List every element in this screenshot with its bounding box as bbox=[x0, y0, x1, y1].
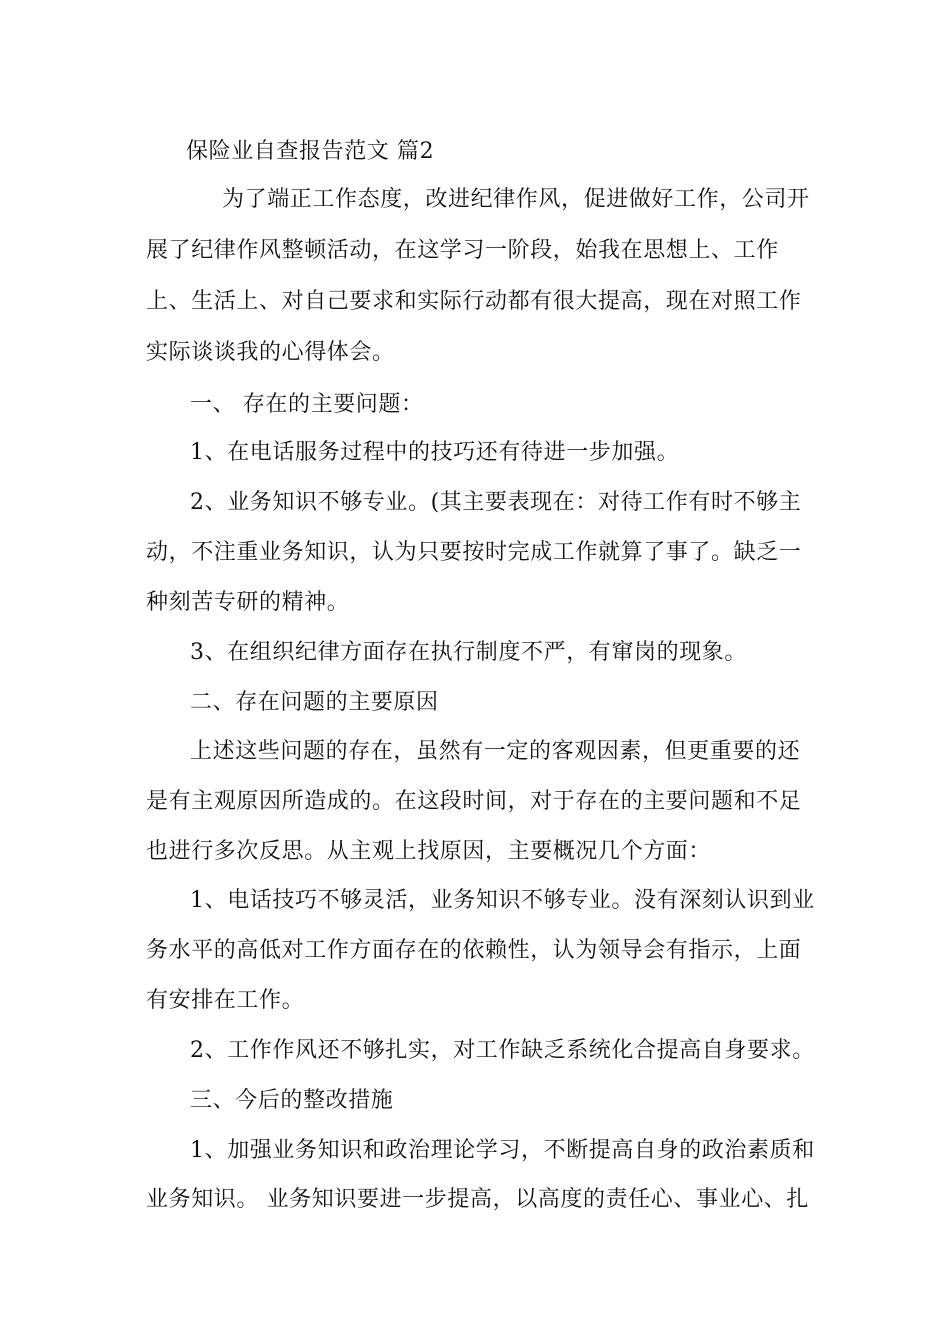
paragraph-line: 动，不注重业务知识，认为只要按时完成工作就算了事了。缺乏一 bbox=[146, 540, 802, 565]
list-item: 2、业务知识不够专业。(其主要表现在：对待工作有时不够主 bbox=[190, 490, 802, 515]
list-item: 3、在组织纪律方面存在执行制度不严，有窜岗的现象。 bbox=[190, 640, 747, 665]
paragraph-line: 实际谈谈我的心得体会。 bbox=[146, 340, 395, 365]
paragraph-line: 有安排在工作。 bbox=[146, 988, 305, 1013]
paragraph-line: 展了纪律作风整顿活动，在这学习一阶段，始我在思想上、工作 bbox=[146, 238, 779, 263]
paragraph-line: 上述这些问题的存在，虽然有一定的客观因素，但更重要的还 bbox=[190, 739, 801, 764]
list-item: 2、工作作风还不够扎实，对工作缺乏系统化合提高自身要求。 bbox=[190, 1038, 815, 1063]
section-heading: 三、今后的整改措施 bbox=[190, 1088, 394, 1113]
paragraph-line: 务水平的高低对工作方面存在的依赖性，认为领导会有指示，上面 bbox=[146, 938, 802, 963]
paragraph-line: 上、生活上、对自己要求和实际行动都有很大提高，现在对照工作 bbox=[146, 289, 802, 314]
paragraph-line: 业务知识。 业务知识要进一步提高，以高度的责任心、事业心、扎 bbox=[146, 1187, 809, 1212]
paragraph-line: 也进行多次反思。从主观上找原因，主要概况几个方面： bbox=[146, 839, 712, 864]
list-item: 1、电话技巧不够灵活，业务知识不够专业。没有深刻认识到业 bbox=[190, 888, 815, 913]
list-item: 1、在电话服务过程中的技巧还有待进一步加强。 bbox=[190, 440, 680, 465]
section-heading: 一、 存在的主要问题： bbox=[190, 392, 424, 417]
paragraph-line: 种刻苦专研的精神。 bbox=[146, 590, 350, 615]
list-item: 1、加强业务知识和政治理论学习，不断提高自身的政治素质和 bbox=[190, 1138, 815, 1163]
document-heading: 保险业自查报告范文 篇2 bbox=[186, 139, 435, 164]
paragraph-line: 为了端正工作态度，改进纪律作风，促进做好工作，公司开 bbox=[222, 187, 810, 212]
paragraph-line: 是有主观原因所造成的。在这段时间，对于存在的主要问题和不足 bbox=[146, 789, 802, 814]
section-heading: 二、存在问题的主要原因 bbox=[190, 690, 439, 715]
